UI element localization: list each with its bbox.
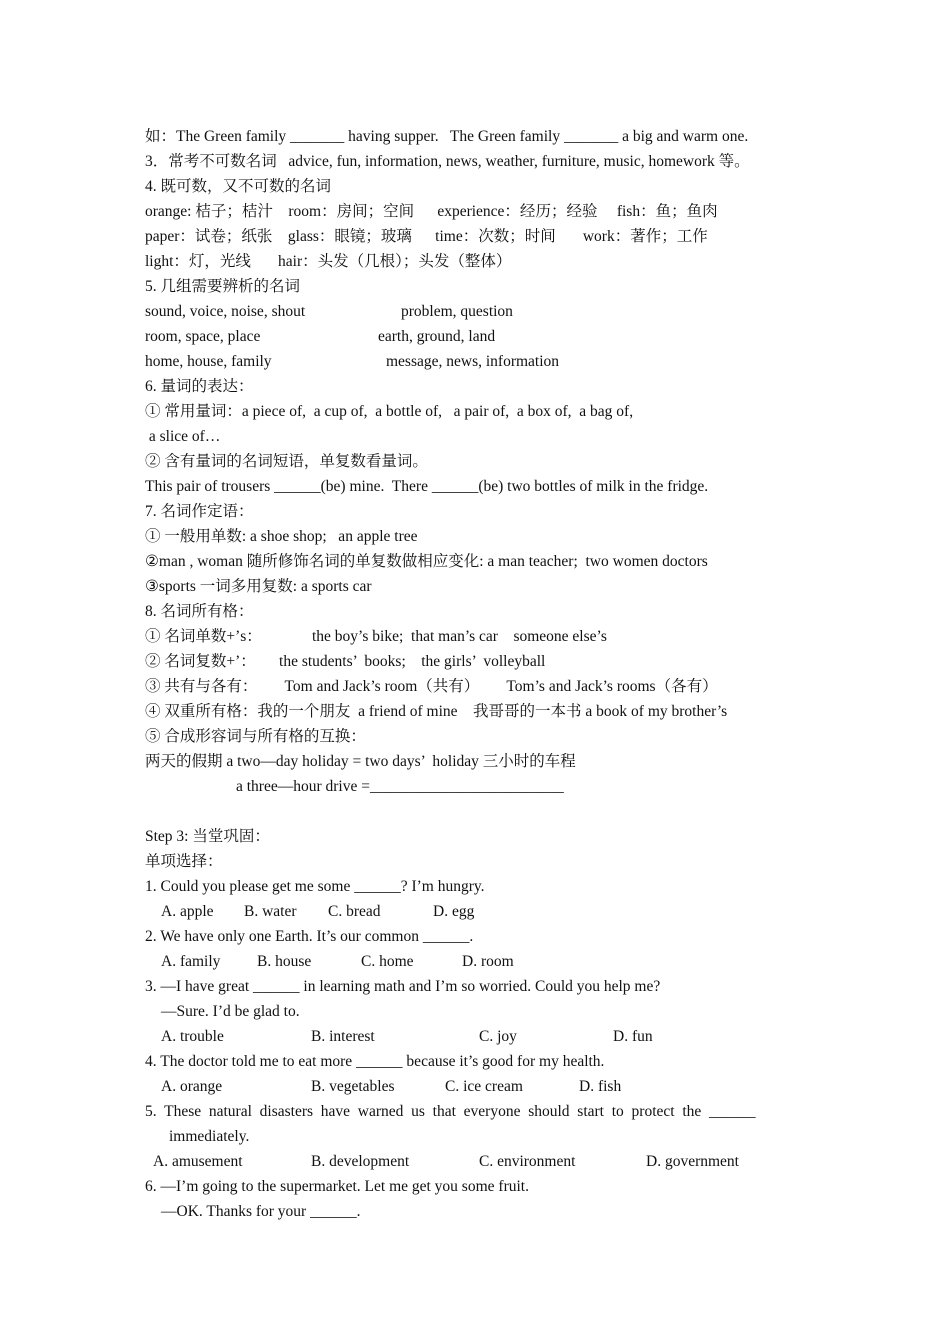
text-segment: C. home bbox=[361, 953, 414, 970]
text-segment: earth, ground, land bbox=[378, 328, 496, 345]
text-segment: C. joy bbox=[479, 1028, 517, 1045]
text-segment: D. room bbox=[462, 953, 514, 970]
text-segment: C. bread bbox=[328, 903, 381, 920]
text-segment: paper：试卷；纸张 glass：眼镜；玻璃 time：次数；时间 work：著作；工作 bbox=[145, 228, 708, 245]
text-segment: light：灯，光线 hair：头发（几根）；头发（整体） bbox=[145, 253, 512, 270]
text-segment: 2. We have only one Earth. It’s our common ______. bbox=[145, 928, 474, 945]
text-segment: ②man , woman 随所修饰名词的单复数做相应变化: a man teacher; two women doctors bbox=[145, 553, 708, 570]
text-segment: ③sports 一词多用复数: a sports car bbox=[145, 578, 372, 595]
text-segment: ⑤ 合成形容词与所有格的互换： bbox=[145, 728, 366, 745]
text-segment: A. family bbox=[161, 953, 221, 970]
text-segment: 4. The doctor told me to eat more ______ because it’s good for my health. bbox=[145, 1053, 605, 1070]
text-segment: room, space, place bbox=[145, 328, 261, 345]
text-segment: B. house bbox=[257, 953, 312, 970]
text-segment: 单项选择： bbox=[145, 853, 223, 870]
text-segment: Step 3: 当堂巩固： bbox=[145, 828, 270, 845]
text-segment: 1. Could you please get me some ______? I’m hungry. bbox=[145, 878, 485, 895]
text-segment: D. government bbox=[646, 1153, 739, 1170]
text-segment: a slice of… bbox=[145, 428, 221, 445]
text-segment: ④ 双重所有格：我的一个朋友 a friend of mine 我哥哥的一本书 a book of my brother’s bbox=[145, 703, 728, 720]
text-segment: orange: 桔子；桔汁 room：房间；空间 experience：经历；经验 fish：鱼；鱼肉 bbox=[145, 203, 718, 220]
text-segment: —Sure. I’d be glad to. bbox=[161, 1003, 300, 1020]
text-segment: D. egg bbox=[433, 903, 475, 920]
text-segment: A. orange bbox=[161, 1078, 223, 1095]
text-segment: message, news, information bbox=[386, 353, 560, 370]
text-segment: B. water bbox=[244, 903, 297, 920]
text-segment: A. amusement bbox=[153, 1153, 243, 1170]
text-segment: B. vegetables bbox=[311, 1078, 395, 1095]
text-segment: 如：The Green family _______ having supper. The Green family _______ a big and warm one. bbox=[145, 128, 749, 145]
text-segment: B. development bbox=[311, 1153, 410, 1170]
text-segment: —OK. Thanks for your ______. bbox=[161, 1203, 361, 1220]
text-segment: A. apple bbox=[161, 903, 214, 920]
text-segment: A. trouble bbox=[161, 1028, 224, 1045]
text-segment: 5. 几组需要辨析的名词 bbox=[145, 278, 301, 295]
text-segment: the boy’s bike; that man’s car someone else’s bbox=[312, 628, 607, 645]
text-segment: 6. 量词的表达： bbox=[145, 378, 254, 395]
text-segment: problem, question bbox=[401, 303, 513, 320]
text-segment: ③ 共有与各有： Tom and Jack’s room（共有） Tom’s and Jack’s rooms（各有） bbox=[145, 678, 718, 695]
text-segment: sound, voice, noise, shout bbox=[145, 303, 306, 320]
text-segment: ① 常用量词：a piece of, a cup of, a bottle of, a pair of, a box of, a bag of, bbox=[145, 403, 634, 420]
text-segment: 3. —I have great ______ in learning math and I’m so worried. Could you help me? bbox=[145, 978, 661, 995]
text-segment: ① 一般用单数: a shoe shop; an apple tree bbox=[145, 528, 418, 545]
text-segment: C. environment bbox=[479, 1153, 576, 1170]
text-segment: 4. 既可数，又不可数的名词 bbox=[145, 178, 332, 195]
text-segment: ② 名词复数+’： the students’ books; the girls’ volleyball bbox=[145, 653, 546, 670]
text-segment: 8. 名词所有格： bbox=[145, 603, 254, 620]
text-segment: B. interest bbox=[311, 1028, 375, 1045]
text-segment: home, house, family bbox=[145, 353, 272, 370]
text-segment: D. fun bbox=[613, 1028, 653, 1045]
text-segment: immediately. bbox=[169, 1128, 250, 1145]
text-segment: C. ice cream bbox=[445, 1078, 523, 1095]
text-segment: a three—hour drive =_________________________ bbox=[236, 778, 564, 795]
text-segment: D. fish bbox=[579, 1078, 622, 1095]
text-segment: This pair of trousers ______(be) mine. There ______(be) two bottles of milk in the fridge. bbox=[145, 478, 709, 495]
text-segment: 5. These natural disasters have warned us that everyone should start to protect the ______ bbox=[145, 1103, 756, 1120]
text-segment: 3．常考不可数名词 advice, fun, information, news, weather, furniture, music, homework 等。 bbox=[145, 153, 750, 170]
text-segment: 6. —I’m going to the supermarket. Let me get you some fruit. bbox=[145, 1178, 529, 1195]
text-segment: 两天的假期 a two—day holiday = two days’ holiday 三小时的车程 bbox=[145, 753, 576, 770]
text-segment: ② 含有量词的名词短语，单复数看量词。 bbox=[145, 453, 428, 470]
text-segment: ① 名词单数+’s： bbox=[145, 628, 262, 645]
text-segment: 7. 名词作定语： bbox=[145, 503, 254, 520]
